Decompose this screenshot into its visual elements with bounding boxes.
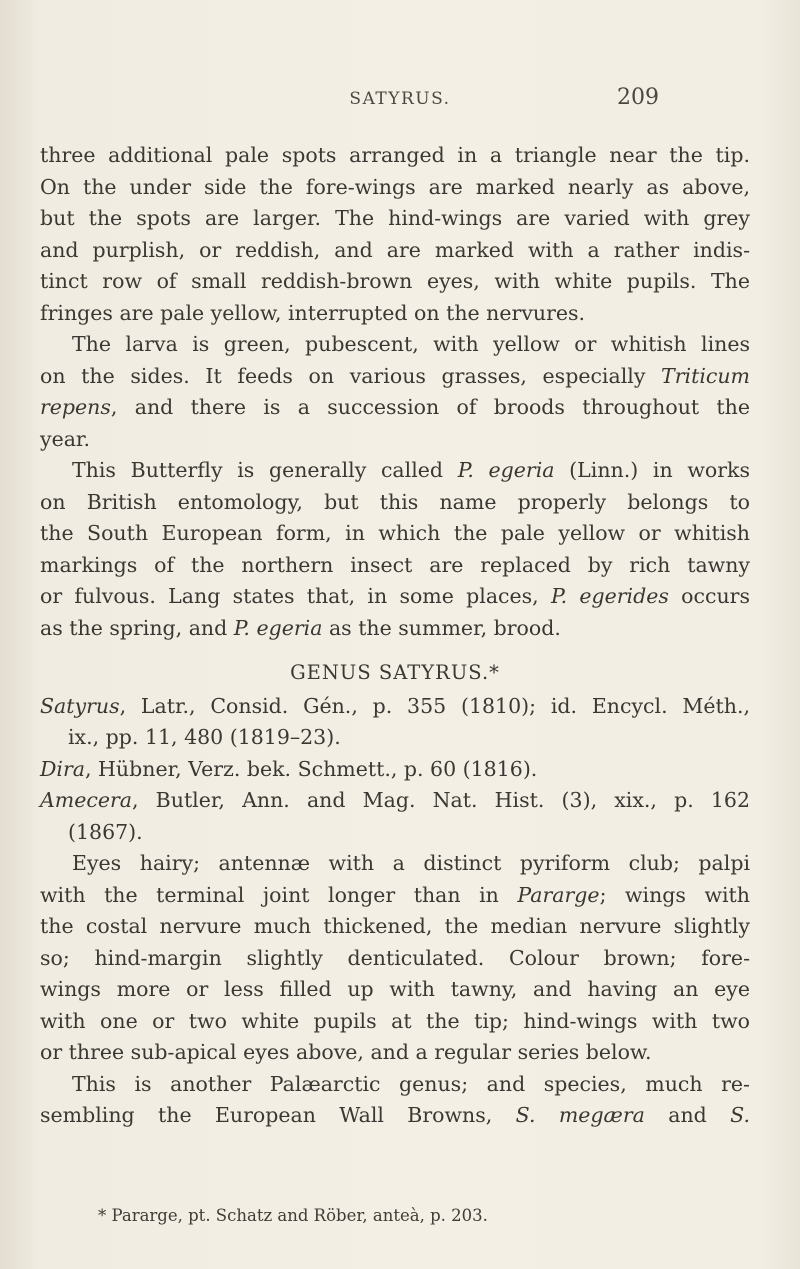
synonym-entry: Satyrus, Latr., Consid. Gén., p. 355 (1810); id. Encycl. Méth., xyxy=(40,693,750,718)
text-line: three additional pale spots arranged in a triangle near the tip. xyxy=(40,143,750,167)
text-line: the costal nervure much thickened, the median nervure slightly xyxy=(40,914,750,938)
text-line: The larva is green, pubescent, with yellow or whitish lines xyxy=(72,332,750,356)
text-line: year. xyxy=(40,426,90,451)
species-name: S. xyxy=(730,1103,750,1127)
synonym-continuation: ix., pp. 11, 480 (1819–23). xyxy=(68,725,341,749)
genus-name: Dira xyxy=(40,756,86,781)
genus-name: Amecera xyxy=(40,788,133,812)
text-line: wings more or less filled up with tawny, and having an eye xyxy=(40,977,750,1001)
genus-name: Satyrus xyxy=(40,693,120,718)
species-name: P. egeria xyxy=(457,458,555,482)
species-name: Triticum xyxy=(661,363,750,388)
text-line: tinct row of small reddish-brown eyes, with white pupils. The xyxy=(40,269,750,293)
text-line: so; hind-margin slightly denticulated. Colour brown; fore- xyxy=(40,945,750,970)
text-line: with the terminal joint longer than in Pararge; wings with xyxy=(40,882,751,907)
footnote: * Pararge, pt. Schatz and Röber, anteà, p. 203. xyxy=(98,1206,488,1225)
text-line: On the under side the fore-wings are marked nearly as above, xyxy=(40,174,750,199)
genus-heading: GENUS SATYRUS.* xyxy=(290,661,500,684)
text-line: and purplish, or reddish, and are marked with a rather indis- xyxy=(40,237,750,262)
synonym-continuation: (1867). xyxy=(68,819,143,844)
text-line: fringes are pale yellow, interrupted on the nervures. xyxy=(40,300,586,325)
text-line: This is another Palæarctic genus; and species, much re- xyxy=(72,1071,750,1096)
page-number: 209 xyxy=(617,85,659,110)
species-name: S. megæra xyxy=(515,1103,645,1127)
text-line: or three sub-apical eyes above, and a regular series below. xyxy=(40,1040,652,1064)
running-head: SATYRUS. xyxy=(349,89,451,109)
page-header xyxy=(0,85,800,115)
synonym-entry: Dira, Hübner, Verz. bek. Schmett., p. 60 (1816). xyxy=(40,756,538,781)
text-line: but the spots are larger. The hind-wings are varied with grey xyxy=(40,206,750,230)
species-name: P. egeria xyxy=(233,615,323,640)
text-line: Eyes hairy; antennæ with a distinct pyriform club; palpi xyxy=(72,851,750,875)
synonym-entry: Amecera, Butler, Ann. and Mag. Nat. Hist. (3), xix., p. 162 xyxy=(40,788,750,812)
text-line: with one or two white pupils at the tip; hind-wings with two xyxy=(40,1008,750,1033)
text-line: or fulvous. Lang states that, in some places, P. egerides occurs xyxy=(40,584,750,608)
text-line: sembling the European Wall Browns, S. megæra and S. xyxy=(40,1103,750,1127)
text-line: on British entomology, but this name properly belongs to xyxy=(40,489,750,514)
text-line: as the spring, and P. egeria as the summer, brood. xyxy=(40,615,561,640)
genus-name: Pararge xyxy=(517,882,600,907)
text-line: repens, and there is a succession of broods throughout the xyxy=(40,395,750,419)
species-name: repens xyxy=(40,395,111,419)
species-name: P. egerides xyxy=(550,584,669,608)
text-line: on the sides. It feeds on various grasses, especially Triticum xyxy=(40,363,750,388)
text-line: the South European form, in which the pale yellow or whitish xyxy=(40,521,750,545)
page-body xyxy=(40,140,750,1132)
text-line: markings of the northern insect are replaced by rich tawny xyxy=(40,552,750,577)
text-line: This Butterfly is generally called P. egeria (Linn.) in works xyxy=(72,458,750,482)
